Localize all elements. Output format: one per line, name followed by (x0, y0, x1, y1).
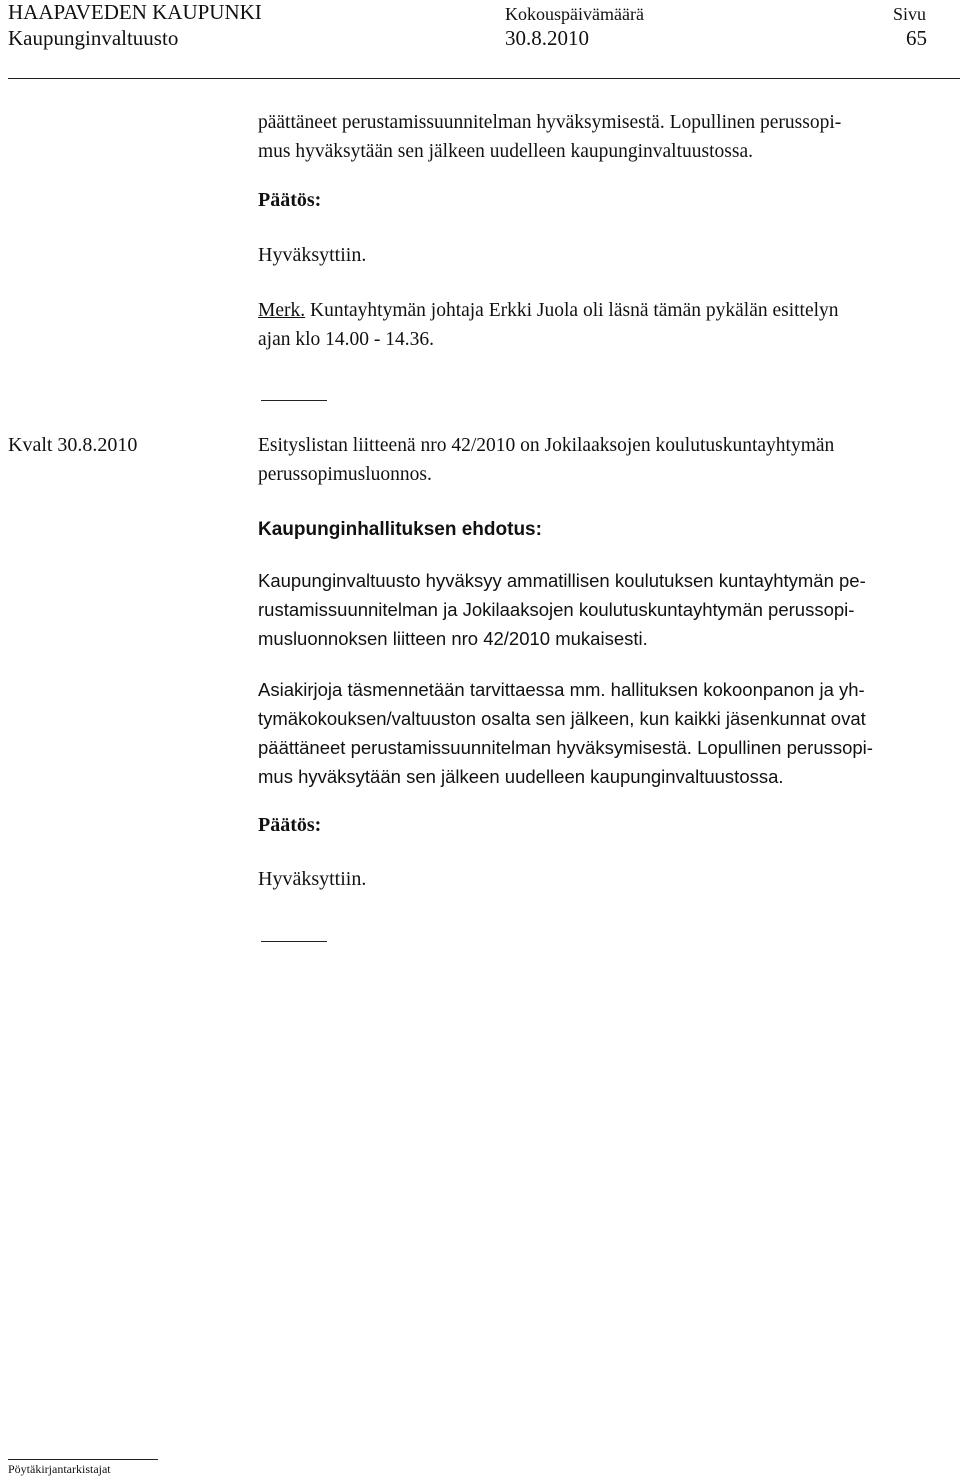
footer-divider (8, 1459, 158, 1460)
decision-heading: Päätös: (258, 189, 322, 211)
header-date: 30.8.2010 (505, 26, 589, 50)
footer-label: Pöytäkirjantarkistajat (8, 1462, 111, 1476)
decision-text: Hyväksyttiin. (258, 244, 367, 266)
header-date-label: Kokouspäivämäärä (505, 4, 644, 24)
text-line: Kaupunginvaltuusto hyväksyy ammatillisen koulutuksen kuntayhtymän pe- (258, 570, 866, 591)
header-divider (8, 78, 960, 79)
proposal-paragraph (258, 566, 948, 653)
decision-text: Hyväksyttiin. (258, 868, 367, 890)
header-body: Kaupunginvaltuusto (8, 26, 179, 50)
attachment-paragraph (258, 431, 948, 489)
text-line: päättäneet perustamissuunnitelman hyväksymisestä. Lopullinen perussopi- (258, 737, 873, 758)
continued-paragraph (258, 108, 948, 166)
text-line: Esityslistan liitteenä nro 42/2010 on Jokilaaksojen koulutuskuntayhtymän (258, 435, 835, 456)
text-line: musluonnoksen liitteen nro 42/2010 mukaisesti. (258, 628, 648, 649)
section-end-rule (261, 941, 327, 942)
text-line: Asiakirjoja täsmennetään tarvittaessa mm. hallituksen kokoonpanon ja yh- (258, 679, 865, 700)
text-line: rustamissuunnitelman ja Jokilaaksojen koulutuskuntayhtymän perussopi- (258, 599, 855, 620)
section-end-rule (261, 400, 327, 401)
header-page-number: 65 (906, 26, 927, 50)
header-page-label: Sivu (893, 4, 927, 24)
note-paragraph (258, 296, 948, 354)
text-line: ajan klo 14.00 - 14.36. (258, 329, 435, 350)
text-line (258, 296, 948, 325)
note-label: Merk. (258, 300, 306, 321)
clarification-paragraph (258, 675, 948, 791)
note-text: Kuntayhtymän johtaja Erkki Juola oli läsnä tämän pykälän esittelyn (305, 300, 839, 321)
margin-label: Kvalt 30.8.2010 (8, 434, 138, 456)
text-line: perussopimusluonnos. (258, 464, 432, 485)
text-line: mus hyväksytään sen jälkeen uudelleen kaupunginvaltuustossa. (258, 141, 753, 162)
text-line: mus hyväksytään sen jälkeen uudelleen kaupunginvaltuustossa. (258, 766, 784, 787)
text-line: päättäneet perustamissuunnitelman hyväksymisestä. Lopullinen perussopi- (258, 112, 842, 133)
header-org: HAAPAVEDEN KAUPUNKI (8, 0, 262, 24)
proposal-heading: Kaupunginhallituksen ehdotus: (258, 519, 542, 540)
decision-heading: Päätös: (258, 814, 322, 836)
text-line: tymäkokouksen/valtuuston osalta sen jälkeen, kun kaikki jäsenkunnat ovat (258, 708, 866, 729)
